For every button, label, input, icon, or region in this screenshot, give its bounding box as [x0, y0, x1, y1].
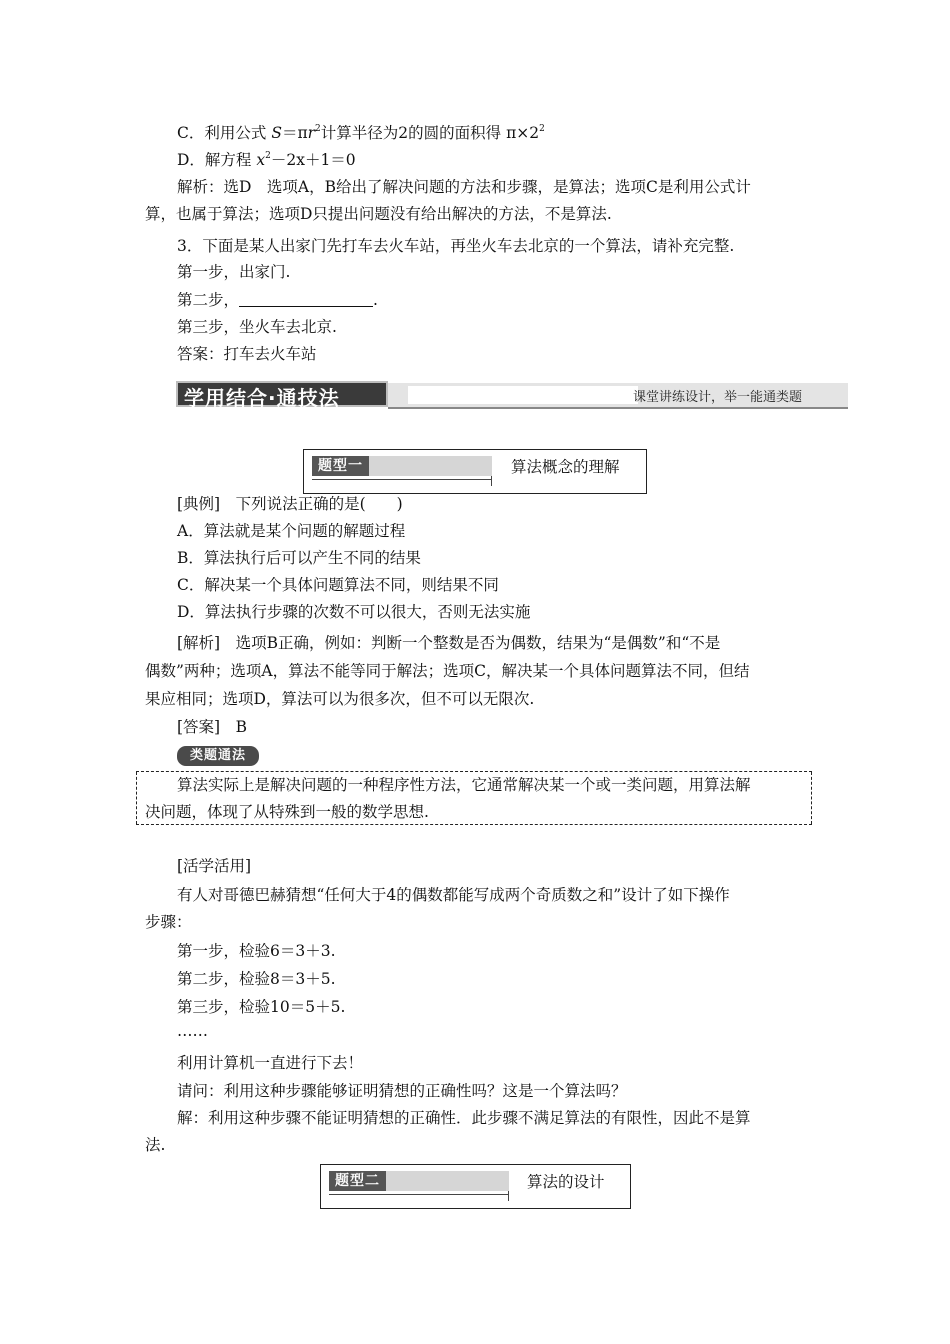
practice-para-1: 有人对哥德巴赫猜想“任何大于4的偶数都能写成两个奇质数之和”设计了如下操作	[177, 886, 730, 904]
summary-line-2: 决问题，体现了从特殊到一般的数学思想.	[145, 803, 429, 821]
type-tag-2: 题型二	[329, 1171, 386, 1191]
banner-subtitle: 课堂讲练设计，举一能通类题	[633, 390, 803, 405]
type-title-2: 算法的设计	[527, 1173, 605, 1191]
example-answer: [答案] B	[177, 718, 247, 736]
practice-para-3: 利用计算机一直进行下去！	[177, 1054, 364, 1072]
question-3: 3．下面是某人出家门先打车去火车站，再坐火车去北京的一个算法，请补充完整.	[177, 237, 735, 255]
type-tag-1: 题型一	[312, 456, 369, 476]
type-box-2	[320, 1164, 631, 1209]
practice-solution-1: 解：利用这种步骤不能证明猜想的正确性．此步骤不满足算法的有限性，因此不是算	[177, 1109, 751, 1127]
option-d: D．解方程 $x^2-2x+1=0$	[177, 151, 356, 169]
practice-step-1: 第一步，检验6＝3＋3.	[177, 942, 336, 960]
step-2: 第二步， .	[177, 291, 378, 309]
example-option-a: A．算法就是某个问题的解题过程	[177, 522, 406, 540]
example-stem: [典例] 下列说法正确的是( )	[177, 495, 403, 513]
practice-para-2: 步骤：	[145, 913, 192, 931]
practice-solution-2: 法.	[145, 1136, 166, 1154]
option-c: C．利用公式 $S=\pi r^2$计算半径为2的圆的面积得 $\pi\times 2^2$	[177, 124, 545, 142]
practice-step-3: 第三步，检验10＝5＋5.	[177, 998, 346, 1016]
example-option-d: D．算法执行步骤的次数不可以很大，否则无法实施	[177, 603, 531, 621]
example-analysis-3: 果应相同；选项D，算法可以为很多次，但不可以无限次.	[145, 690, 535, 708]
example-option-c: C．解决某一个具体问题算法不同，则结果不同	[177, 576, 499, 594]
type-title-1: 算法概念的理解	[511, 458, 620, 476]
practice-question: 请问：利用这种步骤能够证明猜想的正确性吗？这是一个算法吗？	[177, 1082, 627, 1100]
summary-badge: 类题通法	[177, 746, 259, 766]
example-analysis-2: 偶数”两种；选项A，算法不能等同于解法；选项C，解决某一个具体问题算法不同，但结	[145, 662, 750, 680]
step-3: 第三步，坐火车去北京.	[177, 318, 337, 336]
summary-line-1: 算法实际上是解决问题的一种程序性方法，它通常解决某一个或一类问题，用算法解	[177, 776, 751, 794]
section-banner	[176, 381, 848, 410]
practice-heading: [活学活用]	[177, 857, 252, 875]
step-1: 第一步，出家门.	[177, 263, 291, 281]
type-box-1	[303, 449, 647, 494]
analysis-line-2: 算，也属于算法；选项D只提出问题没有给出解决的方法，不是算法.	[145, 205, 612, 223]
practice-ellipsis: ……	[177, 1022, 208, 1040]
analysis-line-1: 解析：选D 选项A，B给出了解决问题的方法和步骤，是算法；选项C是利用公式计	[177, 178, 751, 196]
practice-step-2: 第二步，检验8＝3＋5.	[177, 970, 336, 988]
banner-title: 学用结合·通技法	[184, 386, 340, 410]
example-analysis-1: [解析] 选项B正确，例如：判断一个整数是否为偶数，结果为“是偶数”和“不是	[177, 634, 721, 652]
answer-line: 答案：打车去火车站	[177, 345, 317, 363]
example-option-b: B．算法执行后可以产生不同的结果	[177, 549, 421, 567]
fill-blank[interactable]	[239, 292, 373, 307]
